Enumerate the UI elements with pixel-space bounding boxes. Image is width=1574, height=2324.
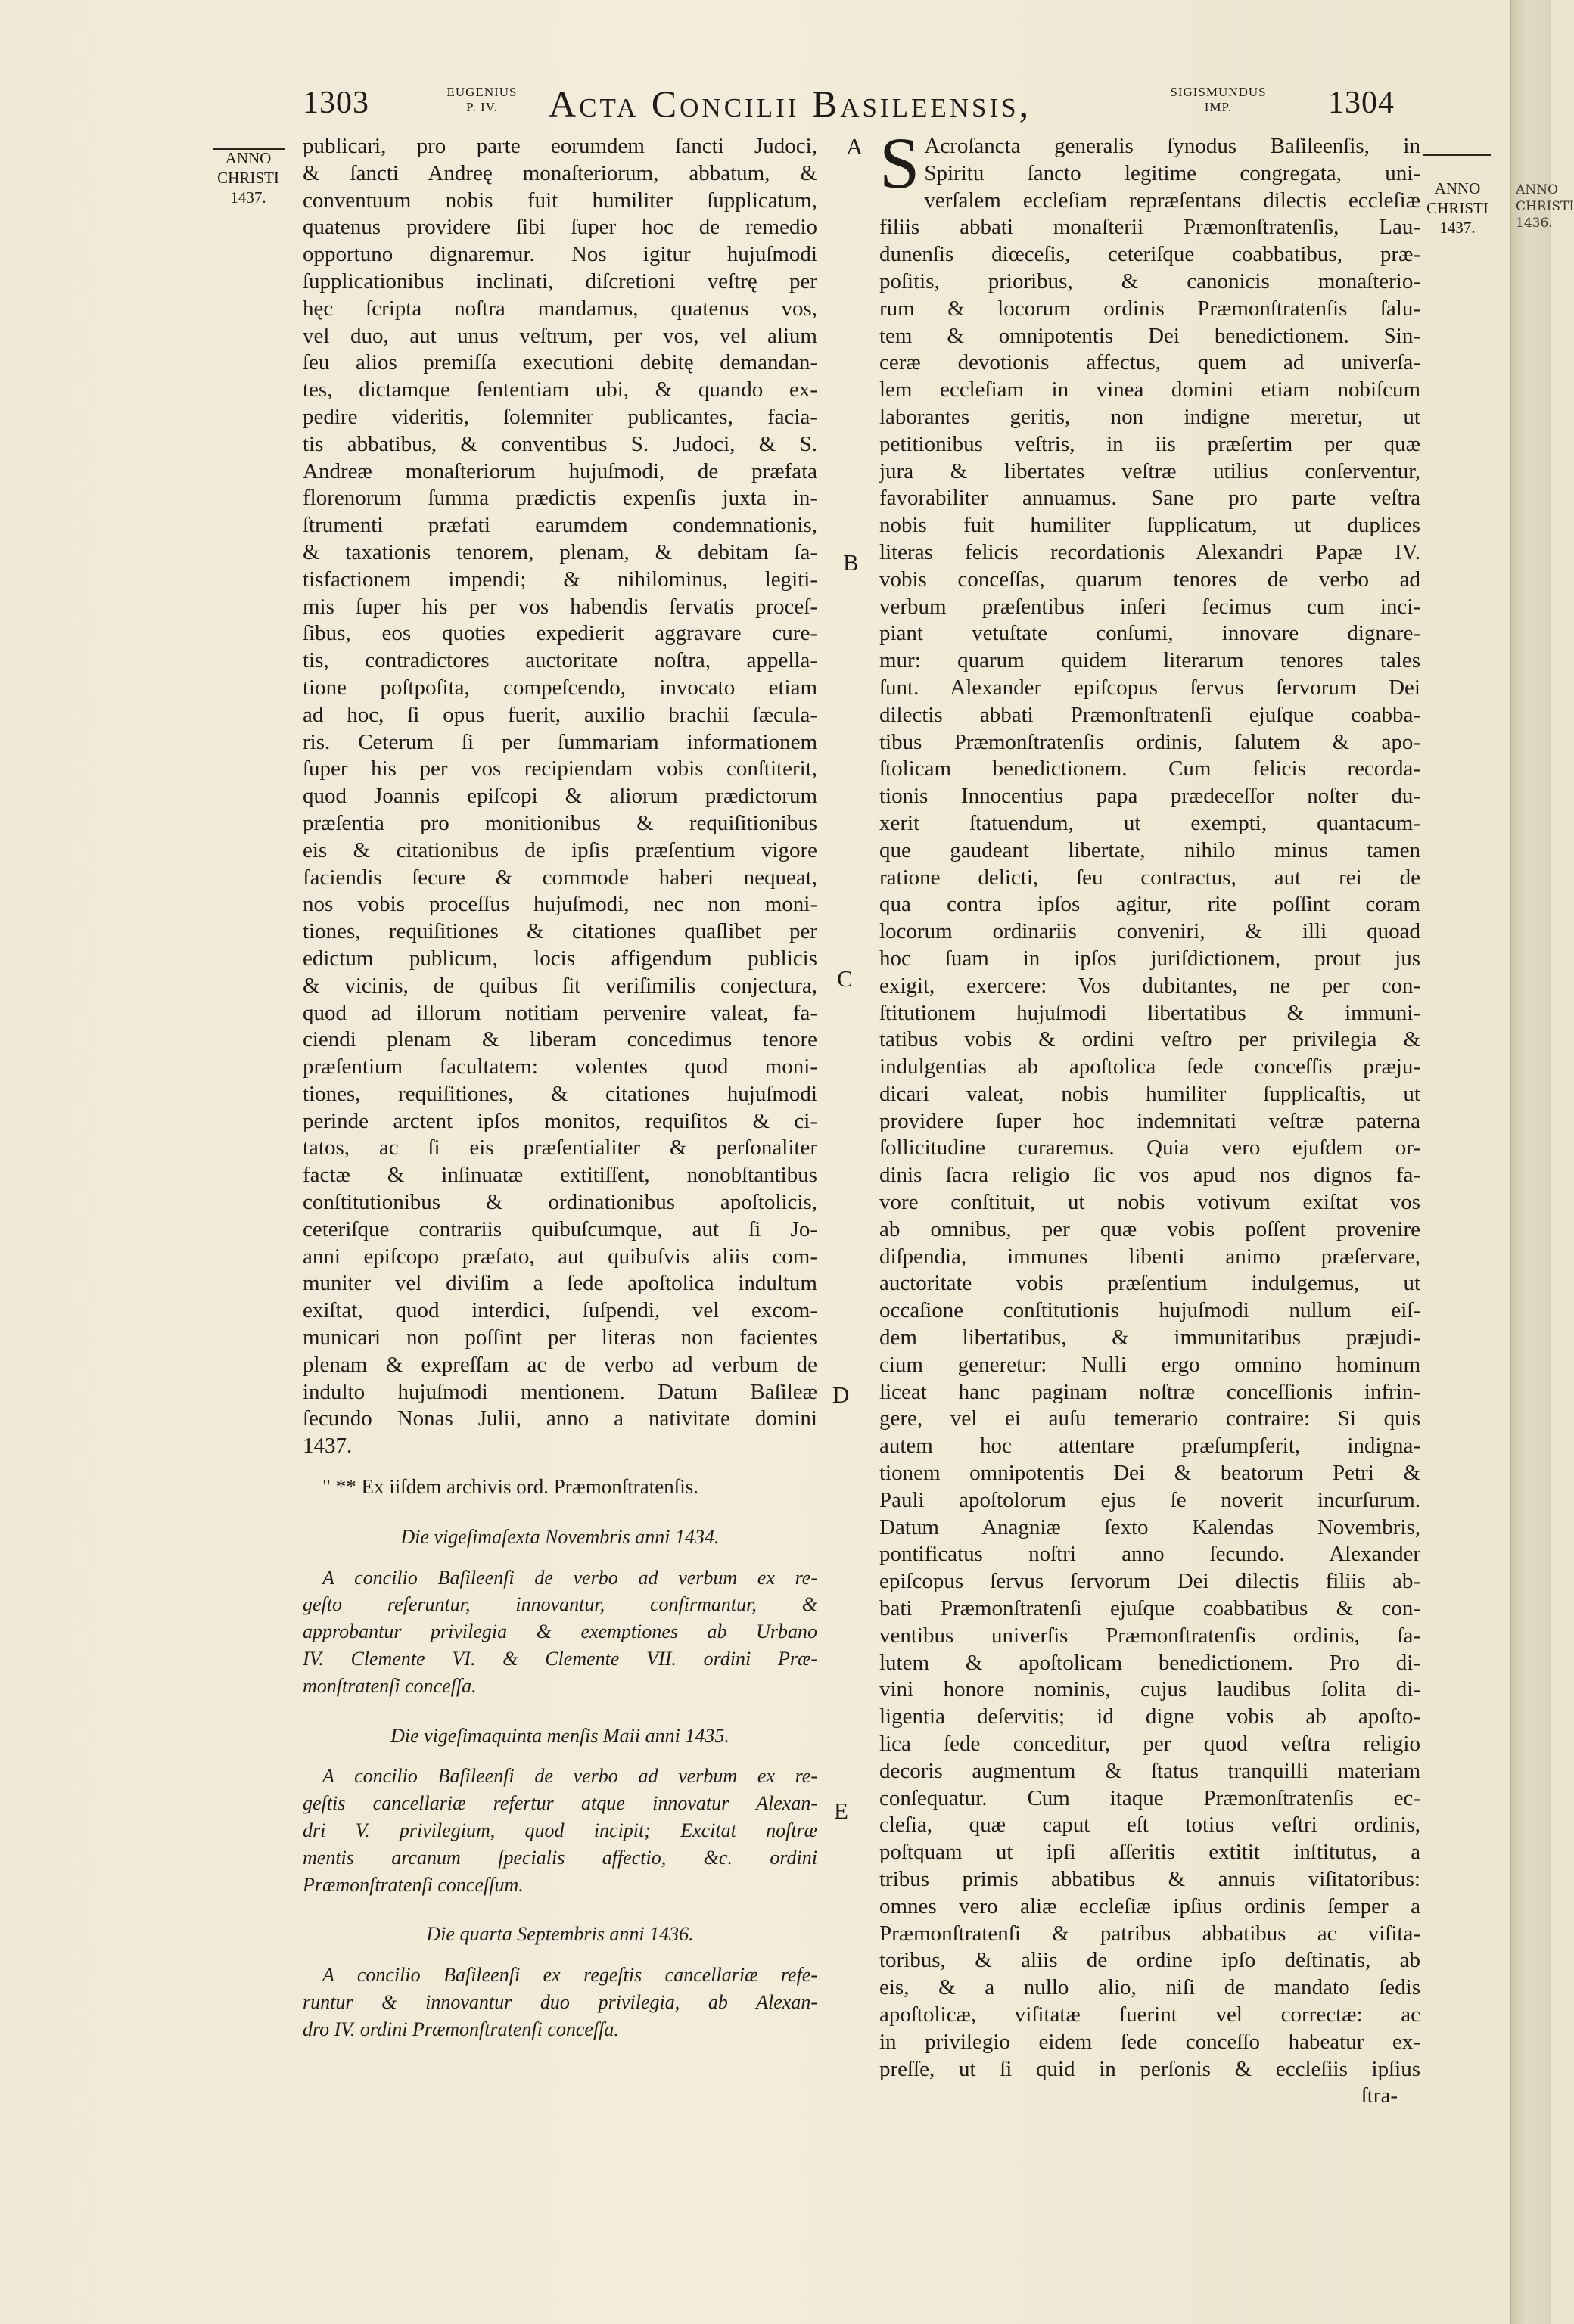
body-line: Andreæ monaſteriorum hujuſmodi, de præfata [303,458,817,483]
edge-anno-note [1516,182,1574,231]
summary-line: dri V. privilegium, quod incipit; Excitat noſtræ [303,1819,817,1842]
body-line: faciendis ſecure & commode haberi nequeat, [303,865,817,890]
body-line: tribus primis abbatibus & annuis viſitatoribus: [879,1867,1420,1891]
body-line: ſibus, eos quoties expedierit aggravare cure- [303,621,817,646]
page-number-right: 1304 [1328,85,1395,120]
body-line: plenam & expreſſam ac de verbo ad verbum de [303,1352,817,1377]
body-line: tatibus vobis & ordini veſtro per privilegia & [879,1027,1420,1052]
anno-right: ANNO [1434,179,1481,197]
body-line: exiſtat, quod interdici, ſuſpendi, vel excom- [303,1298,817,1323]
year-left: 1437. [230,188,266,207]
drop-cap: S [879,123,920,204]
body-line: nobis fuit humiliter ſupplicatum, ut duplices [879,513,1420,538]
body-line: tiones, requiſitiones & citationes quaſlibet per [303,919,817,944]
body-line: vobis conceſſas, quarum tenores de verbo ad [879,567,1420,592]
body-line: Præmonſtratenſi & patribus abbatibus ac viſita- [879,1921,1420,1946]
body-line: eis & citationibus de ipſis præſentium vigore [303,837,817,862]
body-line: gere, vel ei auſu temerario contraire: Si quis [879,1406,1420,1431]
body-line: occaſione conſtitutionis hujuſmodi nullum eiſ- [879,1298,1420,1323]
body-line: literas felicis recordationis Alexandri Papæ IV. [879,539,1420,564]
body-line: verſalem eccleſiam repræſentans dilectis eccleſiæ [924,188,1420,213]
summary-line: A concilio Baſileenſi ex regeſtis cancellariæ refe- [322,1964,817,1987]
body-line: conſequatur. Cum itaque Præmonſtratenſis ec- [879,1785,1420,1810]
body-line: 1437. [303,1434,353,1459]
body-line: perinde arctent ipſos monitos, requiſitos & ci- [303,1108,817,1133]
body-line: dem libertatibus, & immunitatibus præjudi- [879,1325,1420,1350]
body-line: poſitis, prioribus, & canonicis monaſterio- [879,269,1420,294]
body-line: cium generetur: Nulli ergo omnino hominum [879,1352,1420,1377]
christi-left: CHRISTI [217,169,279,187]
body-line: edictum publicum, locis affigendum publicis [303,946,817,971]
body-line: epiſcopus ſervus ſervorum Dei dilectis filiis ab- [879,1569,1420,1594]
running-title: Acta Concilii Basileensis, [549,82,1032,125]
body-line: tisfactionem impendi; & nihilominus, legiti- [303,567,817,592]
body-line: dunenſis diœceſis, ceteriſque coabbatibus, præ- [879,242,1420,267]
body-line: ſtolicam benedictionem. Cum felicis recorda- [879,757,1420,781]
body-line: muniter vel diviſim a ſede apoſtolica indultum [303,1271,817,1296]
body-line: pedire videritis, ſolemniter publicantes, facia- [303,404,817,429]
body-line: vini honore nominis, cujus laudibus ſolita di- [879,1677,1420,1702]
body-line: laborantes geritis, non indigne meretur, ut [879,404,1420,429]
summary-line: IV. Clemente VI. & Clemente VII. ordini Præ- [303,1648,817,1670]
body-line: nos vobis proceſſus hujuſmodi, nec non moni- [303,892,817,917]
header-eugenius-name: EUGENIUS [446,85,518,99]
body-line: Datum Anagniæ ſexto Kalendas Novembris, [879,1515,1420,1539]
body-line: mis ſuper his per vos habendis ſervatis proceſ- [303,594,817,619]
body-line: qua contra ipſos agitur, rite poſſint coram [879,892,1420,917]
body-line: tes, dictamque ſententiam ubi, & quando ex- [303,377,817,402]
body-line: eis, & a nullo alio, niſi de mandato ſedis [879,1975,1420,2000]
body-line: providere ſuper hoc indemnitati veſtræ paterna [879,1108,1420,1133]
anno-christi-right [1418,179,1497,238]
body-line: in privilegio eidem ſede conceſſo habeatur ex- [879,2029,1420,2054]
body-line: lutem & apoſtolicam benedictionem. Pro di- [879,1650,1420,1675]
body-line: mur: quarum quidem literarum tenores tales [879,648,1420,673]
header-eugenius-title: P. IV. [465,100,499,114]
body-line: decoris augmentum & ſtatus tranquilli materiam [879,1758,1420,1783]
summary-line: approbantur privilegia & exemptiones ab Urbano [303,1620,817,1643]
body-line: publicari, pro parte eorumdem ſancti Judoci, [303,134,817,158]
summary-line: dro IV. ordini Præmonſtratenſi conceſſa. [303,2018,619,2040]
body-line: quod Joannis epiſcopi & aliorum prædictorum [303,784,817,809]
date-heading-1436: Die quarta Septembris anni 1436. [426,1923,694,1946]
body-line: ſollicitudine curaremus. Quia vero ejuſdem or- [879,1136,1420,1160]
body-line: Spiritu ſancto legitime congregata, uni- [924,160,1420,185]
body-line: ciendi plenam & liberam concedimus tenore [303,1027,817,1052]
body-line: filiis abbati monaſterii Præmonſtratenſis, Lau- [879,215,1420,240]
body-line: tis, contradictores auctoritate noſtra, appella- [303,648,817,673]
edge-anno: ANNO [1516,182,1558,197]
body-line: dinis ſacra religio ſic vos apud nos dignos fa- [879,1163,1420,1188]
body-line: exigit, exercere: Vos dubitantes, ne per con- [879,973,1420,998]
summary-line: runtur & innovantur duo privilegia, ab Alexan- [303,1991,817,2013]
body-line: verbum præſentibus inſeri fecimus cum inci- [879,594,1420,619]
body-line: conſtitutionibus & ordinationibus apoſtolicis, [303,1190,817,1215]
body-line: dicari valeat, nobis humiliter ſupplicaſtis, ut [879,1081,1420,1106]
body-line: ab omnibus, per quæ vobis poſſent provenire [879,1216,1420,1241]
body-line: ſtrumenti præfati earumdem condemnationis, [303,513,817,538]
body-line: bati Præmonſtratenſi ejuſque coabbatibus & con- [879,1596,1420,1621]
body-line: favorabiliter annuamus. Sane pro parte veſtra [879,486,1420,511]
body-line: cleſia, quæ caput eſt totius veſtri ordinis, [879,1813,1420,1838]
body-line: indulto hujuſmodi mentionem. Datum Baſileæ [303,1379,817,1404]
body-line: tionem omnipotentis Dei & beatorum Petri & [879,1461,1420,1486]
body-line: ceteriſque contrariis quibuſcumque, aut ſi Jo- [303,1216,817,1241]
header-sigismundus-title: IMP. [1204,100,1233,114]
body-line: poſtquam ut ipſi aſſeritis extitit inſtitutus, a [879,1840,1420,1865]
edge-christi: CHRISTI [1516,199,1574,214]
body-line: piant vetuſtate conſumi, innovare dignare- [879,621,1420,646]
header-eugenius [433,85,531,115]
section-letter-e: E [834,1797,848,1824]
body-line: toribus, & aliis de ordine ipſo deſtinatis, ab [879,1948,1420,1973]
body-line: vore conſtituit, ut nobis votivum exiſtat vos [879,1190,1420,1215]
body-line: & vicinis, de quibus ſit veriſimilis conjectura, [303,973,817,998]
year-right: 1437. [1439,219,1476,237]
header-sigismundus [1146,85,1290,115]
body-line: que gaudeant libertate, nihilo minus tamen [879,837,1420,862]
body-line: ceræ devotionis affectus, quem ad univerſa- [879,350,1420,375]
section-letter-d: D [832,1381,850,1408]
body-line: ad hoc, ſi opus fuerit, auxilio brachii ſæcula- [303,702,817,727]
body-line: omnes vero aliæ eccleſiæ ipſius ordinis ſemper a [879,1894,1420,1919]
body-line: locorum ordinariis conveniri, & illi quoad [879,919,1420,944]
body-line: petitionibus veſtris, in iis præſertim per quæ [879,431,1420,456]
body-line: tem & omnipotentis Dei benedictionem. Sin- [879,323,1420,348]
body-line: opportuno dignaremur. Nos igitur hujuſmodi [303,242,817,267]
body-line: tibus Præmonſtratenſis ordinis, ſalutem & apo- [879,729,1420,754]
section-letter-a: A [846,133,863,160]
date-heading-1434: Die vigeſimaſexta Novembris anni 1434. [400,1525,720,1548]
body-line: ventibus univerſis Præmonſtratenſis ordinis, ſa- [879,1623,1420,1648]
anno-left: ANNO [225,149,272,167]
next-page-edge [1510,0,1574,2324]
body-line: præſentia pro monitionibus & requiſitionibus [303,810,817,835]
date-heading-1435: Die vigeſimaquinta menſis Maii anni 1435. [390,1724,729,1747]
summary-line: monſtratenſi conceſſa. [303,1674,477,1697]
body-line: pontificatus noſtri anno ſecundo. Alexander [879,1542,1420,1567]
body-line: apoſtolicæ, viſitatæ fuerint vel correctæ: ac [879,2002,1420,2027]
summary-line: geſto referuntur, innovantur, confirmantur, & [303,1593,817,1616]
body-line: ſeu alios premiſſa executioni debitę demandan- [303,350,817,375]
anno-christi-left [198,148,298,207]
summary-line: A concilio Baſileenſi de verbo ad verbum ex re- [322,1765,817,1788]
body-line: liceat hanc paginam noſtræ conceſſionis infrin- [879,1379,1420,1404]
body-line: tionis Innocentius papa prædeceſſor noſter du- [879,784,1420,809]
body-line: preſſe, ut ſi quid in perſonis & eccleſiis ipſius [879,2056,1420,2081]
body-line: indulgentias ab apoſtolica ſede conceſſis præju- [879,1055,1420,1080]
header-sigismundus-name: SIGISMUNDUS [1170,85,1267,99]
page-number-left: 1303 [303,85,369,120]
catchword: ſtra- [1361,2083,1398,2108]
body-line: ſuper his per vos recipiendam vobis conſtiterit, [303,757,817,781]
left-column [303,133,817,2043]
body-line: auctoritate vobis præſentium indulgemus, ut [879,1271,1420,1296]
body-line: quatenus providere ſibi ſuper hoc de remedio [303,215,817,240]
body-line: diſpendia, immunes libenti animo præſervare, [879,1244,1420,1269]
body-line: Acroſancta generalis ſynodus Baſileenſis, in [924,134,1420,158]
body-line: & taxationis tenorem, plenam, & debitam ſa- [303,539,817,564]
summary-line: Præmonſtratenſi conceſſum. [303,1873,524,1896]
right-column [879,123,1420,2110]
body-line: tis abbatibus, & conventibus S. Judoci, & S. [303,431,817,456]
summary-line: A concilio Baſileenſi de verbo ad verbum ex re- [322,1566,817,1589]
section-letter-b: B [843,549,859,576]
body-line: lica ſede conceditur, per quod veſtra religio [879,1732,1420,1757]
body-line: dilectis abbati Præmonſtratenſi ejuſque coabba- [879,702,1420,727]
summary-line: mentis arcanum ſpecialis affectio, &c. ordini [303,1846,817,1869]
body-line: ratione delicti, ſeu contractus, aut rei de [879,865,1420,890]
body-line: præſentium facultatem: volentes quod moni- [303,1055,817,1080]
body-line: factæ & inſinuatæ extitiſſent, nonobſtantibus [303,1163,817,1188]
body-line: anni epiſcopo præfato, aut quibuſvis aliis com- [303,1244,817,1269]
body-line: quod ad illorum notitiam pervenire valeat, fa- [303,1000,817,1025]
summary-line: geſtis cancellariæ refertur atque innovatur Alexan- [303,1792,817,1815]
body-line: ris. Ceterum ſi per ſummariam informationem [303,729,817,754]
body-line: hoc ſuam in ipſos juriſdictionem, prout jus [879,946,1420,971]
body-line: autem hoc attentare præſumpſerit, indigna- [879,1434,1420,1459]
body-line: conventuum nobis fuit humiliter ſupplicatum, [303,188,817,213]
body-line: ligentia deſervitis; id digne vobis ab apoſto- [879,1704,1420,1729]
section-letter-c: C [837,965,853,992]
body-line: tiones, requiſitiones, & citationes hujuſmodi [303,1081,817,1106]
body-line: tione poſtpoſita, compeſcendo, invocato etiam [303,675,817,700]
body-line: xerit ſtatuendum, ut exempti, quantacum- [879,810,1420,835]
body-line: hęc ſcripta noſtra mandamus, quatenus vos, [303,296,817,321]
source-note: " ** Ex iiſdem archivis ord. Præmonſtratenſis. [322,1475,698,1499]
edge-year: 1436. [1516,216,1553,231]
body-line: & ſancti Andreę monaſteriorum, abbatum, & [303,160,817,185]
body-line: lem eccleſiam in vinea domini etiam nobiſcum [879,377,1420,402]
body-line: tatos, ac ſi eis præſentialiter & perſonaliter [303,1136,817,1160]
body-line: Pauli apoſtolorum ejus ſe noverit incurſurum. [879,1487,1420,1512]
body-line: municari non poſſint per literas non facientes [303,1325,817,1350]
body-line: jura & libertates veſtræ utilius conſerventur, [879,458,1420,483]
christi-right: CHRISTI [1426,199,1488,217]
body-line: vel duo, aut unus veſtrum, per vos, vel alium [303,323,817,348]
body-line: ſecundo Nonas Julii, anno a nativitate domini [303,1406,817,1431]
margin-rule-right [1423,154,1491,156]
body-line: ſtitutionem hujuſmodi libertatibus & immuni- [879,1000,1420,1025]
body-line: ſunt. Alexander epiſcopus ſervus ſervorum Dei [879,675,1420,700]
body-line: rum & locorum ordinis Præmonſtratenſis ſalu- [879,296,1420,321]
body-line: ſupplicationibus inclinati, diſcretioni veſtrę per [303,269,817,294]
body-line: florenorum ſumma prædictis expenſis juxta in- [303,486,817,511]
